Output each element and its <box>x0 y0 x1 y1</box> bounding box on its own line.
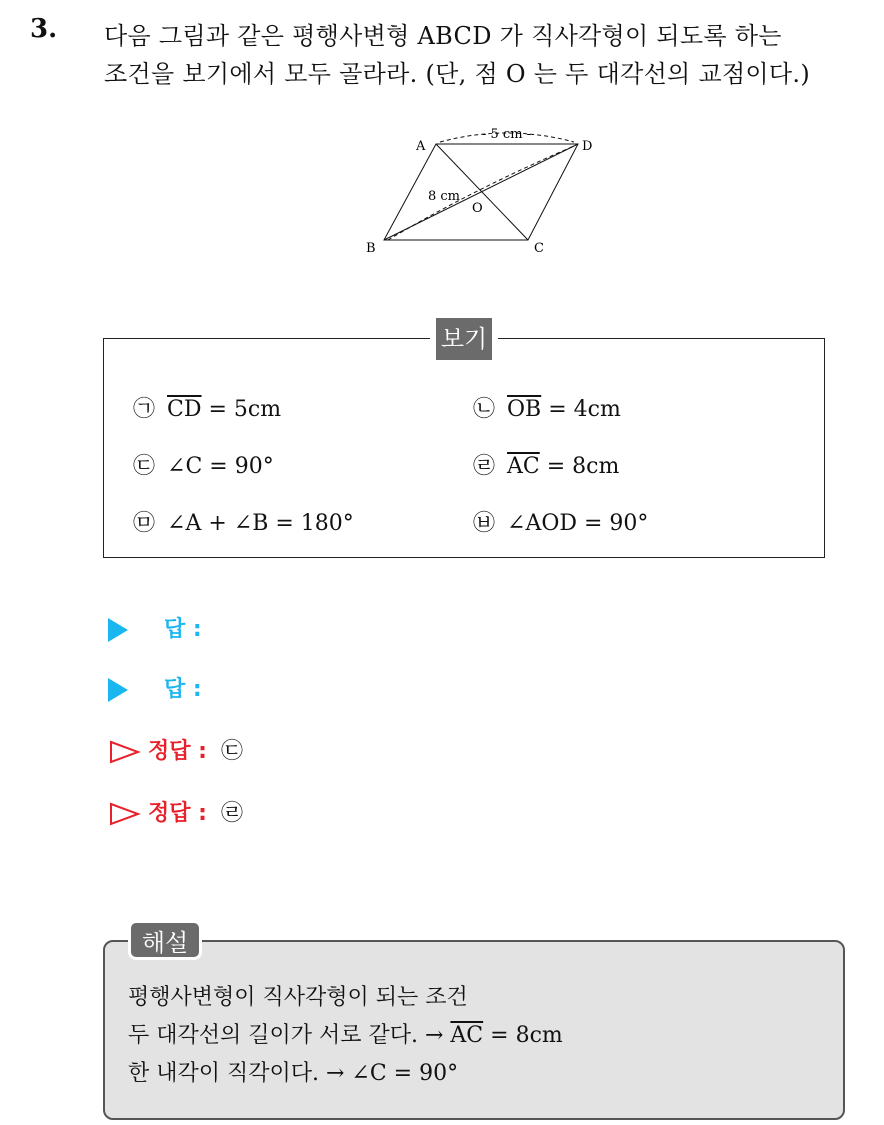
item-marker: ㉡ <box>473 397 496 422</box>
question-text-line1: 다음 그림과 같은 평행사변형 ABCD 가 직사각형이 되도록 하는 <box>104 22 782 50</box>
explanation-line1: 평행사변형이 직사각형이 되는 조건 <box>128 985 468 1010</box>
explanation-line2-text: 두 대각선의 길이가 서로 같다. → <box>128 1023 451 1048</box>
item-expr: ∠AOD = 90° <box>507 511 649 536</box>
bogi-item-6 <box>473 506 648 537</box>
item-expr: ∠A + ∠B = 180° <box>167 511 354 536</box>
explanation-line2-rest: = 8cm <box>483 1023 563 1048</box>
item-marker: ㉢ <box>133 454 156 479</box>
correct-row-2 <box>108 796 243 827</box>
item-marker: ㉣ <box>473 454 496 479</box>
item-rest: = 4cm <box>541 397 621 422</box>
label-a: A <box>416 139 426 154</box>
item-segment: $\overline{AC}$ <box>507 454 540 479</box>
correct-value: ㉢ <box>220 739 243 764</box>
explanation-line2-segment: $\overline{AC}$ <box>450 1023 484 1048</box>
item-marker: ㉠ <box>133 397 156 422</box>
label-d: D <box>582 139 593 154</box>
label-b: B <box>366 241 376 256</box>
item-rest: = 5cm <box>201 397 282 422</box>
outline-triangle-icon <box>108 739 142 765</box>
bogi-title: 보기 <box>430 318 498 360</box>
answer-label: 답 : <box>164 617 202 642</box>
item-marker: ㉤ <box>133 511 156 536</box>
answer-label: 답 : <box>164 677 202 702</box>
correct-label: 정답 : <box>148 801 207 826</box>
diag-measure: 8 cm <box>428 189 461 204</box>
correct-label: 정답 : <box>148 739 207 764</box>
label-o: O <box>472 201 483 216</box>
item-expr: ∠C = 90° <box>167 454 274 479</box>
item-marker: ㉥ <box>473 511 496 536</box>
item-segment: $\overline{CD}$ <box>167 397 202 422</box>
correct-row-1 <box>108 734 243 765</box>
bogi-item-5 <box>133 506 354 537</box>
item-segment: $\overline{OB}$ <box>507 397 542 422</box>
explanation-line2 <box>128 1018 563 1049</box>
explanation-line3: 한 내각이 직각이다. → ∠C = 90° <box>128 1061 459 1086</box>
item-rest: = 8cm <box>539 454 620 479</box>
play-triangle-icon <box>108 618 128 642</box>
label-c: C <box>534 241 544 256</box>
question-number: 3. <box>30 14 58 44</box>
question-text-line2: 조건을 보기에서 모두 골라라. (단, 점 O 는 두 대각선의 교점이다.) <box>104 60 810 88</box>
outline-triangle-icon <box>108 801 142 827</box>
top-measure: - 5 cm - <box>482 127 532 142</box>
bogi-item-3 <box>133 449 274 480</box>
bogi-item-4 <box>473 449 619 480</box>
parallelogram-figure <box>352 120 612 260</box>
bogi-item-2 <box>473 392 621 423</box>
explanation-title: 해설 <box>128 920 202 960</box>
play-triangle-icon <box>108 678 128 702</box>
answer-row-2[interactable] <box>108 672 202 703</box>
correct-value: ㉣ <box>220 801 243 826</box>
answer-row-1[interactable] <box>108 612 202 643</box>
bogi-item-1 <box>133 392 281 423</box>
